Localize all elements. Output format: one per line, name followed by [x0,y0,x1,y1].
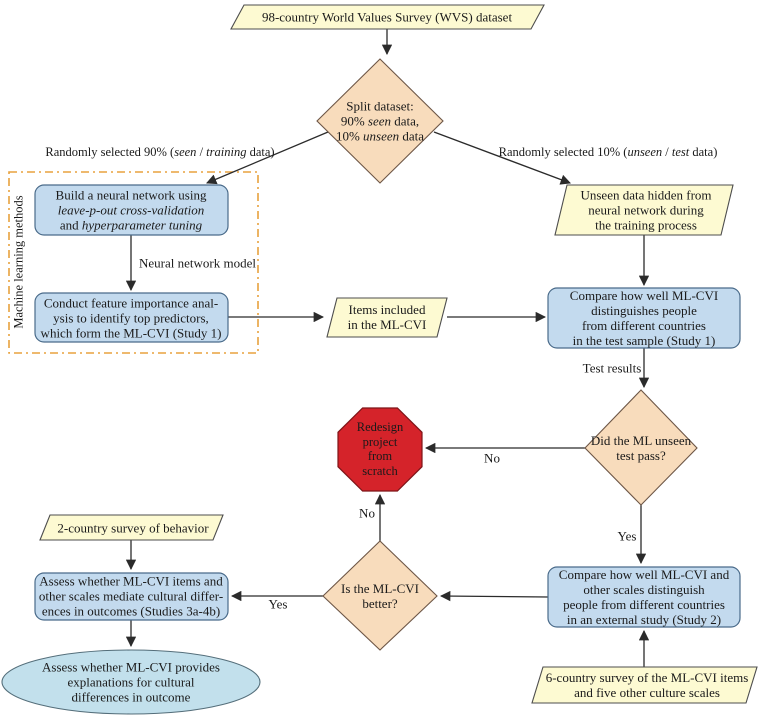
ml-methods-group-label: Machine learning methods [11,195,26,329]
unseen-data-label: Unseen data hidden from neural network during the training process [580,187,712,233]
outcome-ellipse-label: Assess whether ML-CVI provides explanations for cultural differences in outcome [41,659,221,705]
nn-model-arrow-label: Neural network model [139,255,256,271]
items-parallelogram-label: Items included in the ML-CVI [347,302,427,332]
dataset-parallelogram-label: 98-country World Values Survey (WVS) dataset [261,9,513,25]
is-better-label: Is the ML-CVI better? [341,581,419,611]
test-results-arrow-label: Test results [582,360,642,376]
feature-importance-label: Conduct feature importance anal- ysis to identify top predictors, which form the ML-CVI (Study 1) [40,295,222,341]
did-test-pass-label: Did the ML unseen test pass? [590,433,692,463]
split-decision-label: Split dataset: 90% seen data, 10% unseen data [335,98,425,144]
compare-study2-label: Compare how well ML-CVI and other scales distinguish people from different countries in an external study (Study 2) [558,567,730,627]
no-up-arrow-label: No [359,505,375,521]
redesign-octagon-label: Redesign project from scratch [356,420,404,478]
assess-mediation-label: Assess whether ML-CVI items and other scales mediate cultural differ- ences in outcomes (Studies 3a-4b) [38,573,224,619]
build-nn-label: Build a neural network using leave-p-out cross-validation and hyperparameter tuning [55,187,207,233]
compare-study1-label: Compare how well ML-CVI distinguishes people from different countries in the test sample (Study 1) [569,288,719,348]
no-left-arrow-label: No [484,450,500,466]
yes-left-arrow-label: Yes [268,596,288,612]
arrow-compare2-to-isbetter [441,596,548,597]
two-country-label: 2-country survey of behavior [57,520,209,536]
selected-90-label: Randomly selected 90% (seen / training data) [45,145,275,159]
yes-down-arrow-label: Yes [617,528,637,544]
six-country-label: 6-country survey of the ML-CVI items and five other culture scales [545,670,749,700]
selected-10-label: Randomly selected 10% (unseen / test data) [498,145,718,159]
